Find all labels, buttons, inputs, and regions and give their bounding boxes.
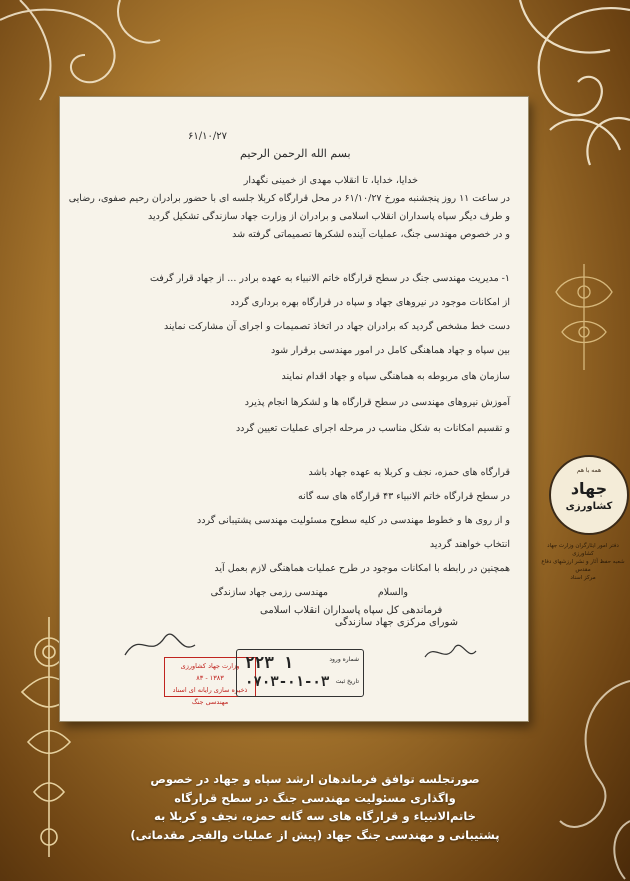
red-stamp-line: ۱۳۸۳ - ۸۳ (196, 674, 224, 682)
stamp-label: شماره ورود (329, 656, 359, 663)
document-line: آموزش نیروهای مهندسی در سطح قرارگاه ها و لشکرها انجام پذیرد (244, 397, 510, 408)
handwritten-signature-mark (420, 637, 480, 667)
document-basmala: بسم الله الرحمن الرحیم (240, 147, 351, 160)
document-line: در سطح قرارگاه خاتم الانبیاء ۴۳ قرارگاه های سه گانه (297, 491, 510, 502)
document-line: مهندسی رزمی جهاد سازندگی (210, 587, 328, 598)
stamp-label: تاریخ ثبت (335, 678, 359, 685)
document-line: انتخاب خواهند گردید (429, 539, 510, 550)
jahad-keshavarzi-seal (549, 455, 629, 535)
document-line: و از روی ها و خطوط مهندسی در کلیه سطوح مسئولیت مهندسی پشتیبانی گردد (197, 515, 510, 526)
red-stamp-line: ذخیره سازی رایانه ای اسناد مهندسی جنگ (172, 686, 248, 706)
caption-line: پشتیبانی و مهندسی جنگ جهاد (پیش از عملیات والفجر مقدماتی) (130, 827, 500, 842)
signature-jahad: شورای مرکزی جهاد سازندگی (334, 617, 458, 628)
document-line: و در خصوص مهندسی جنگ، عملیات آینده لشکرها تصمیماتی گرفته شد (232, 229, 510, 240)
caption-line: صورتجلسه توافق فرماندهان ارشد سپاه و جهاد در خصوص (150, 772, 480, 786)
registration-date: ۰۷۰۳-۰۱-۰۳ (245, 674, 330, 690)
decorative-arabesque (548, 262, 620, 372)
seal-caption: دفتر امور ایثارگران وزارت جهاد کشاورزی شعبه حفظ آثار و نشر ارزشهای دفاع مقدس مرکز اسناد (541, 543, 625, 581)
document-date: ۶۱/۱۰/۲۷ (188, 131, 227, 142)
seal-top-text: همه با هم (576, 467, 602, 474)
seal-sub-text: کشاورزی (565, 501, 613, 512)
document-line: در ساعت ۱۱ روز پنجشنبه مورخ ۶۱/۱۰/۲۷ در محل قرارگاه کربلا جلسه ای با حضور برادران رحیم صفوی، رضایی (68, 193, 510, 204)
scanned-document (60, 97, 528, 721)
seal-main-text: جهاد (570, 479, 608, 498)
caption-line: خاتم‌الانبیاء و قرارگاه های سه گانه حمزه، نجف و کربلا به (154, 809, 476, 823)
red-stamp-line: وزارت جهاد کشاورزی (180, 662, 240, 670)
document-line: همچنین در رابطه با امکانات موجود در طرح عملیات هماهنگی لازم بعمل آید (214, 563, 510, 574)
caption-line: واگذاری مسئولیت مهندسی جنگ در سطح قرارگاه (174, 790, 456, 805)
document-line: از امکانات موجود در نیروهای جهاد و سپاه در قرارگاه بهره برداری گردد (230, 297, 510, 308)
document-line: دست خط مشخص گردید که برادران جهاد در اتخاذ تصمیمات و اجرای آن مشارکت نمایند (164, 321, 510, 332)
document-line: ۱- مدیریت مهندسی جنگ در سطح قرارگاه خاتم الانبیاء به عهده برادر ... از جهاد قرار گرفت (149, 273, 510, 284)
document-line: خدایا، خدایا، تا انقلاب مهدی از خمینی نگهدار (243, 175, 418, 186)
document-line: قرارگاه های حمزه، نجف و کربلا به عهده جهاد باشد (308, 467, 510, 478)
registration-number-stamp (236, 649, 364, 697)
document-line: بین سپاه و جهاد هماهنگی کامل در امور مهندسی برقرار شود (271, 345, 510, 356)
signature-sepah: فرماندهی کل سپاه پاسداران انقلاب اسلامی (260, 605, 443, 616)
document-line: والسلام (377, 587, 408, 598)
document-line: و تقسیم امکانات به شکل مناسب در مرحله اجرای عملیات تعیین گردد (235, 423, 510, 434)
document-line: و طرف دیگر سپاه پاسداران انقلاب اسلامی و برادران از وزارت جهاد سازندگی تشکیل گردید (148, 211, 510, 222)
document-caption (100, 770, 530, 844)
registration-number: ۲۲۳ ۱ (245, 653, 294, 672)
document-line: سازمان های مربوطه به هماهنگی سپاه و جهاد اقدام نمایند (281, 371, 510, 382)
